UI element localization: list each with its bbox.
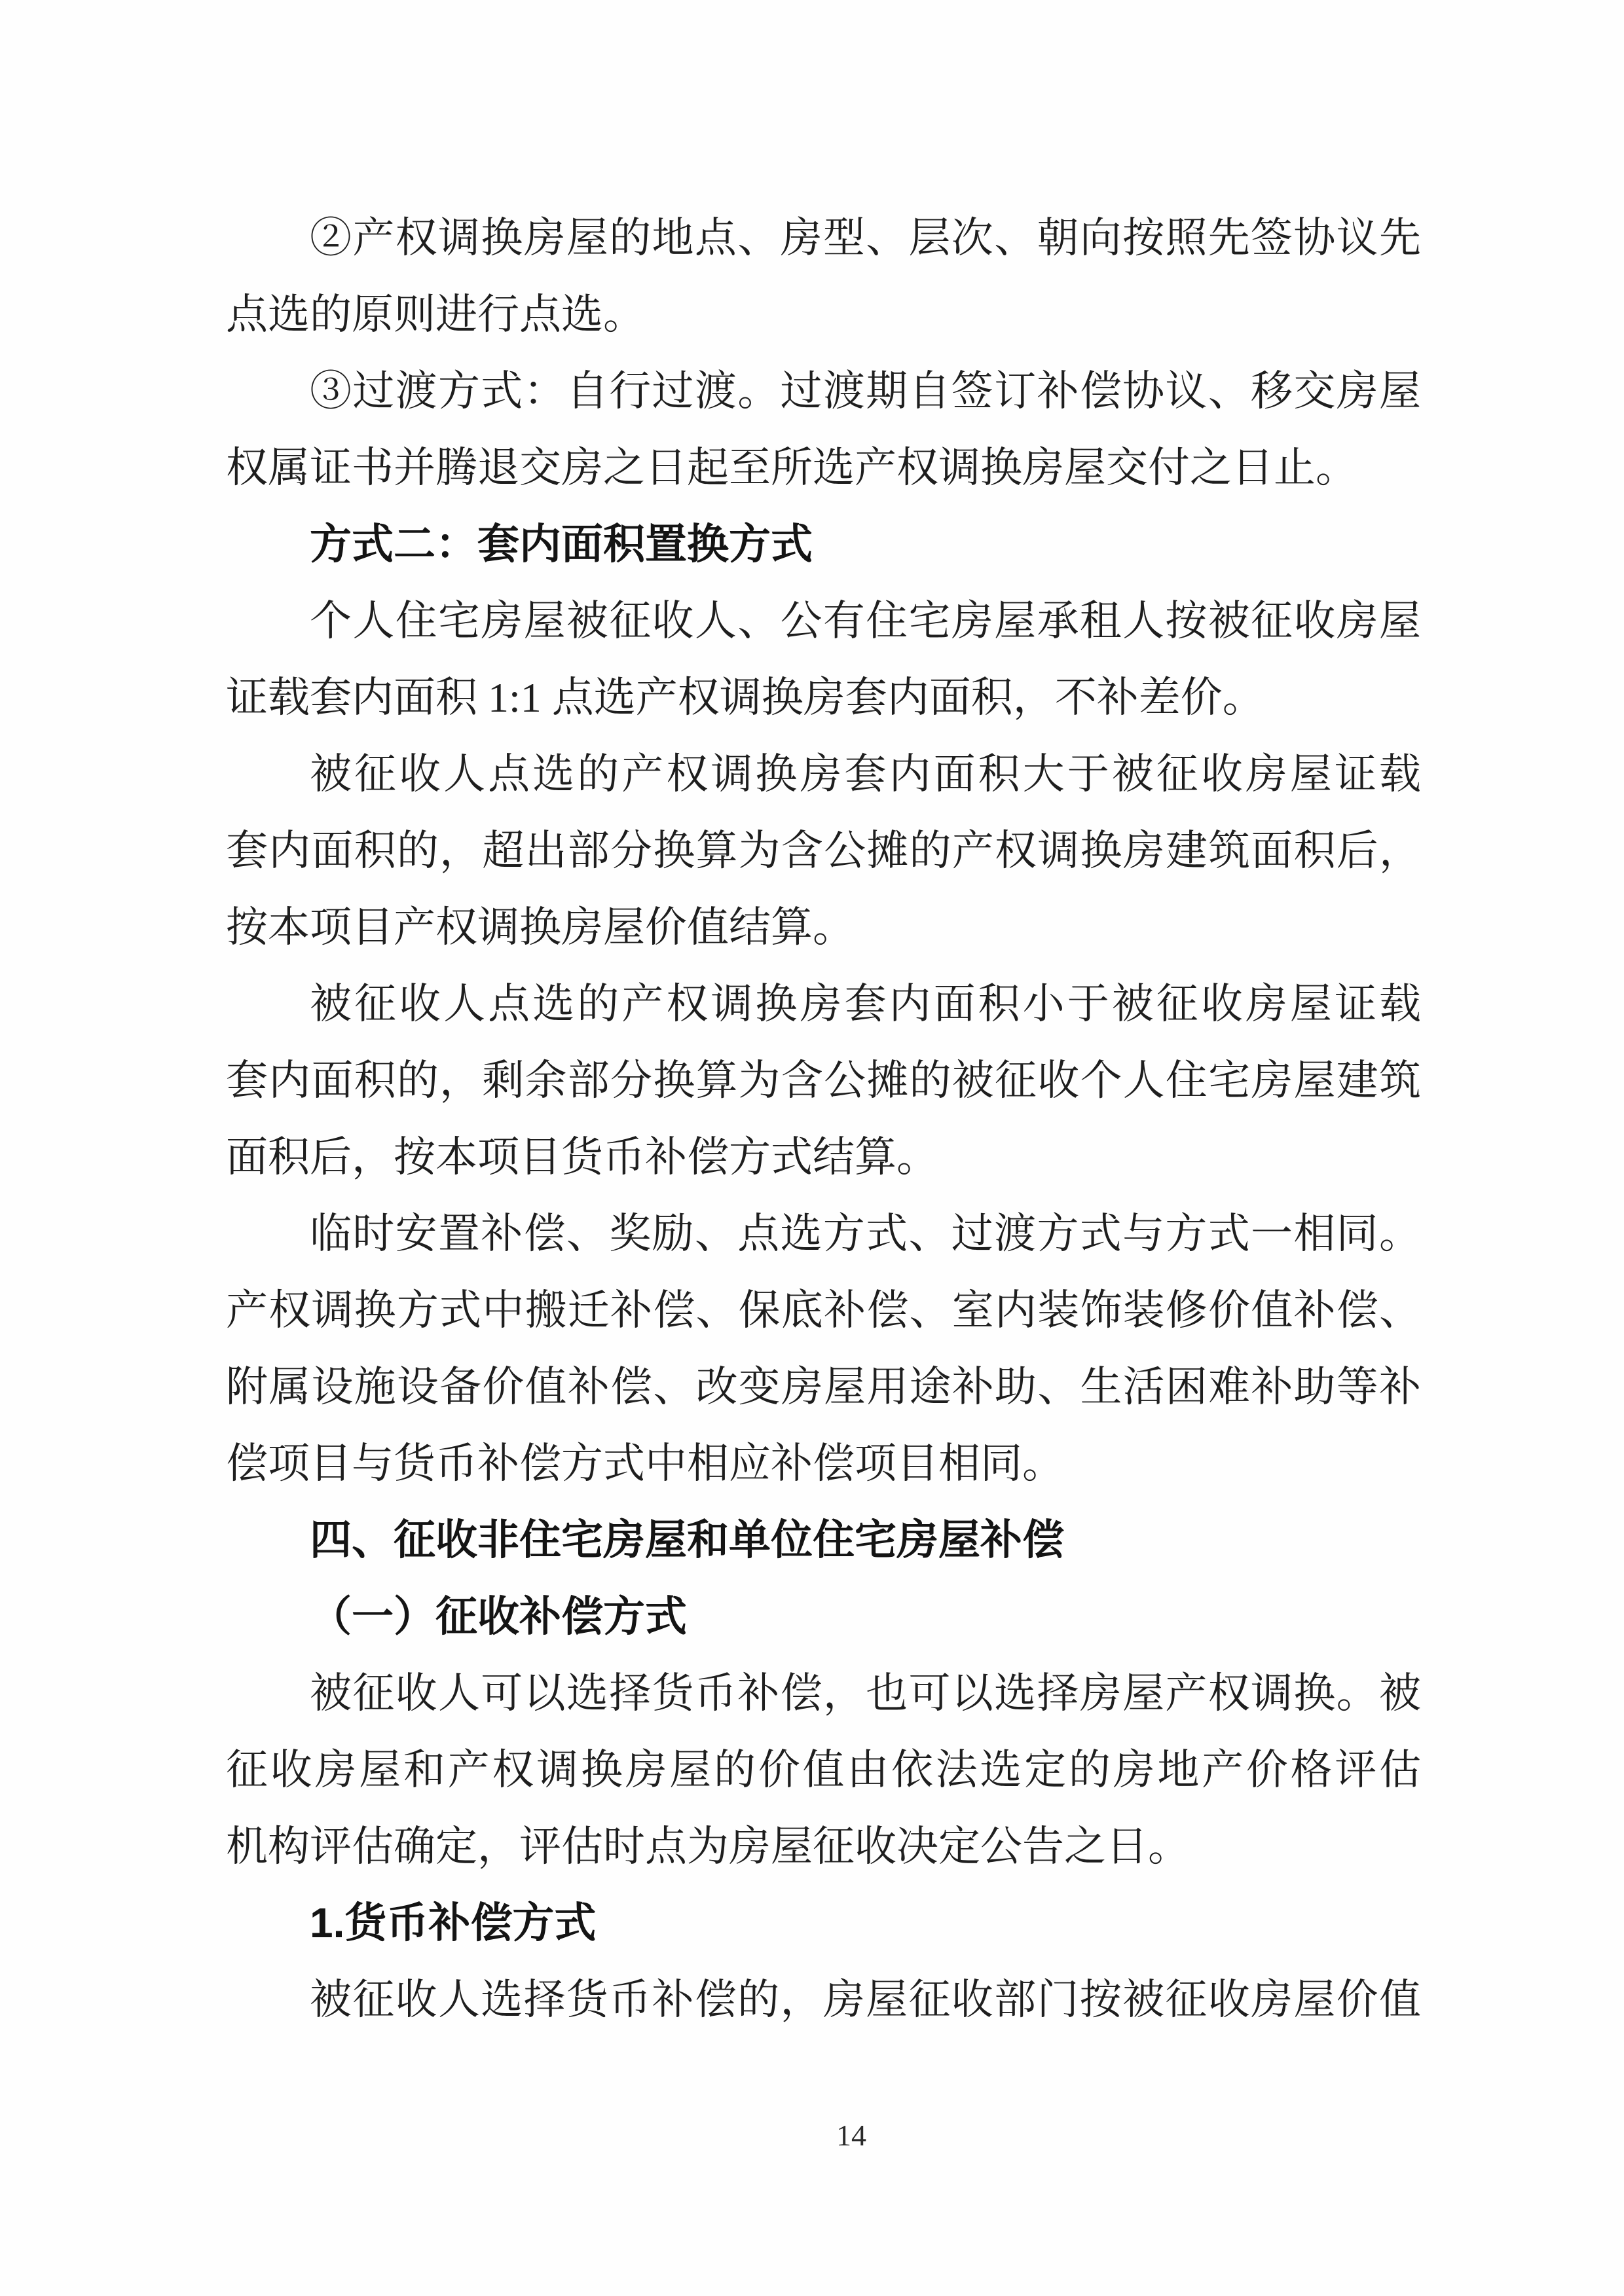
- line-09: 套内面积的，超出部分换算为含公摊的产权调换房建筑面积后，: [226, 828, 1421, 874]
- text-block: [226, 200, 1421, 2038]
- line-07: 证载套内面积 1:1 点选产权调换房套内面积，不补差价。: [226, 674, 1264, 721]
- line-08: 被征收人点选的产权调换房套内面积大于被征收房屋证载: [310, 751, 1421, 797]
- line-17: 偿项目与货币补偿方式中相应补偿项目相同。: [226, 1440, 1064, 1487]
- line-06: 个人住宅房屋被征收人、公有住宅房屋承租人按被征收房屋: [310, 598, 1421, 644]
- line-03: ③过渡方式：自行过渡。过渡期自签订补偿协议、移交房屋: [310, 368, 1421, 414]
- page-number: 14: [836, 2119, 866, 2152]
- line-24: 被征收人选择货币补偿的，房屋征收部门按被征收房屋价值: [310, 1977, 1421, 2023]
- line-15: 产权调换方式中搬迁补偿、保底补偿、室内装饰装修价值补偿、: [226, 1287, 1421, 1334]
- line-04: 权属证书并腾退交房之日起至所选产权调换房屋交付之日止。: [226, 445, 1357, 491]
- heading-monetary-compensation: 1.货币补偿方式: [310, 1899, 597, 1946]
- line-11: 被征收人点选的产权调换房套内面积小于被征收房屋证载: [310, 981, 1421, 1027]
- line-10: 按本项目产权调换房屋价值结算。: [226, 904, 855, 951]
- line-20: 被征收人可以选择货币补偿，也可以选择房屋产权调换。被: [310, 1670, 1421, 1717]
- heading-section-four: 四、征收非住宅房屋和单位住宅房屋补偿: [310, 1516, 1064, 1563]
- line-12: 套内面积的，剩余部分换算为含公摊的被征收个人住宅房屋建筑: [226, 1057, 1421, 1104]
- line-16: 附属设施设备价值补偿、改变房屋用途补助、生活困难补助等补: [226, 1364, 1421, 1410]
- line-14: 临时安置补偿、奖励、点选方式、过渡方式与方式一相同。: [310, 1211, 1421, 1257]
- line-13: 面积后，按本项目货币补偿方式结算。: [226, 1134, 938, 1180]
- line-02: 点选的原则进行点选。: [226, 291, 645, 338]
- heading-method-two: 方式二：套内面积置换方式: [310, 520, 813, 568]
- line-01: ②产权调换房屋的地点、房型、层次、朝向按照先签协议先: [310, 215, 1421, 261]
- line-22: 机构评估确定，评估时点为房屋征收决定公告之日。: [226, 1823, 1190, 1870]
- heading-subsection-one: （一）征收补偿方式: [310, 1593, 687, 1640]
- line-21: 征收房屋和产权调换房屋的价值由依法选定的房地产价格评估: [226, 1747, 1421, 1793]
